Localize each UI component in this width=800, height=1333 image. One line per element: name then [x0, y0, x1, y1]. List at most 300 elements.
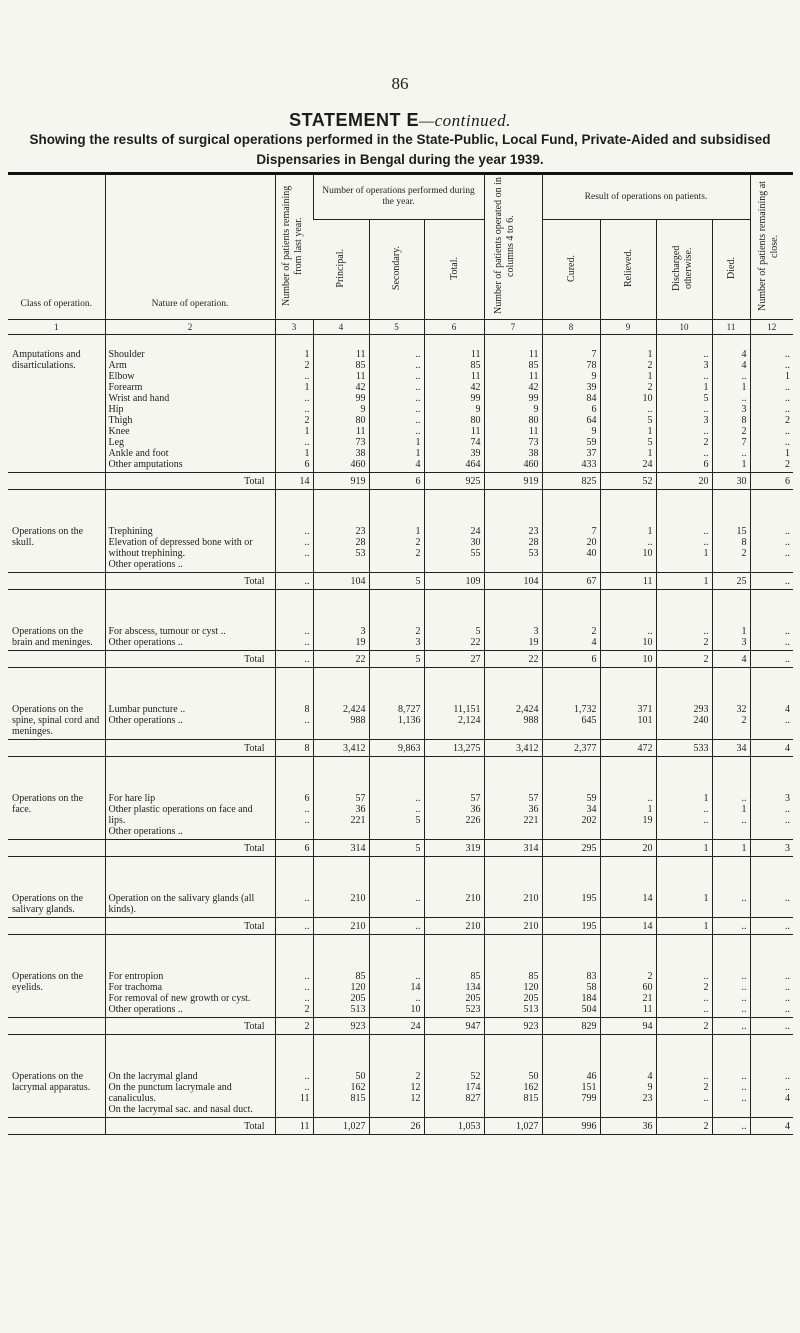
nature-line: Knee: [108, 426, 130, 437]
value-line: ..: [304, 1082, 310, 1093]
value-cell: [313, 935, 369, 1018]
value-line: ..: [703, 971, 709, 982]
value-line: 1: [647, 448, 653, 459]
value-line: 2: [741, 548, 747, 559]
value-line: 2,424: [343, 704, 366, 715]
value-line: ..: [785, 1071, 791, 1082]
total-value: 10: [600, 651, 656, 668]
nature-cell: [105, 857, 275, 918]
value-line: ..: [304, 993, 310, 1004]
total-value: 314: [484, 840, 542, 857]
column-number: 9: [600, 320, 656, 335]
value-line: 9: [591, 371, 597, 382]
total-value: 26: [369, 1118, 424, 1135]
value-line: 11,151: [453, 704, 481, 715]
value-line: 3: [533, 626, 539, 637]
nature-line: Elbow: [108, 371, 135, 382]
nature-line: Arm: [108, 360, 127, 371]
value-cell: [424, 857, 484, 918]
value-line: 2: [647, 971, 653, 982]
total-value: 925: [424, 473, 484, 490]
value-line: ..: [785, 360, 791, 371]
value-line: 60: [642, 982, 653, 993]
value-cell: [656, 1035, 712, 1118]
total-value: ..: [712, 1118, 750, 1135]
value-line: 11: [355, 349, 366, 360]
value-line: 85: [528, 971, 539, 982]
total-row: [8, 651, 793, 668]
header-class: Class of operation.: [8, 174, 105, 320]
nature-cell: [105, 1035, 275, 1118]
value-line: 1: [741, 804, 747, 815]
value-cell: [313, 1035, 369, 1118]
total-spacer: [8, 1118, 105, 1135]
total-label: Total: [105, 1018, 275, 1035]
value-line: 1,136: [398, 715, 421, 726]
header-remaining-last: Number of patients remaining from last year.: [275, 174, 313, 320]
value-line: 11: [528, 426, 539, 437]
value-line: 1: [304, 448, 310, 459]
value-line: 2: [785, 415, 791, 426]
value-line: 2: [703, 1082, 709, 1093]
value-line: 38: [528, 448, 539, 459]
nature-line: Elevation of depressed bone with or without trephining.: [108, 537, 253, 559]
value-line: 1: [741, 626, 747, 637]
value-cell: [275, 490, 313, 573]
value-line: 799: [581, 1093, 597, 1104]
value-line: ..: [304, 404, 310, 415]
value-line: ..: [785, 1082, 791, 1093]
value-line: 39: [470, 448, 481, 459]
value-cell: [424, 335, 484, 473]
value-line: ..: [741, 815, 747, 826]
value-line: 12: [410, 1093, 421, 1104]
value-line: 36: [355, 804, 366, 815]
value-line: 9: [591, 426, 597, 437]
nature-line: Other plastic operations on face and lips.: [108, 804, 253, 826]
total-value: 9,863: [369, 740, 424, 757]
value-line: 460: [523, 459, 539, 470]
total-value: 210: [484, 918, 542, 935]
value-cell: [484, 335, 542, 473]
value-cell: [313, 490, 369, 573]
total-value: 295: [542, 840, 600, 857]
section-row: [8, 590, 793, 651]
value-line: ..: [785, 637, 791, 648]
value-line: 174: [465, 1082, 481, 1093]
value-line: ..: [785, 393, 791, 404]
section-row: [8, 335, 793, 473]
value-line: ..: [785, 437, 791, 448]
value-line: ..: [304, 548, 310, 559]
value-line: ..: [741, 371, 747, 382]
total-value: 5: [369, 651, 424, 668]
total-spacer: [8, 840, 105, 857]
total-value: 6: [542, 651, 600, 668]
total-value: 319: [424, 840, 484, 857]
value-line: 645: [581, 715, 597, 726]
total-value: 314: [313, 840, 369, 857]
column-number: 11: [712, 320, 750, 335]
value-line: 19: [528, 637, 539, 648]
value-line: ..: [785, 804, 791, 815]
value-line: 11: [528, 349, 539, 360]
value-line: 10: [642, 548, 653, 559]
column-number-row: [8, 320, 793, 335]
value-line: 42: [528, 382, 539, 393]
value-line: 1: [703, 893, 709, 904]
nature-cell: [105, 335, 275, 473]
value-line: 433: [581, 459, 597, 470]
nature-line: On the lacrymal gland: [108, 1071, 198, 1082]
value-line: ..: [741, 1004, 747, 1015]
total-value: 210: [424, 918, 484, 935]
value-line: 101: [637, 715, 653, 726]
value-cell: [369, 668, 424, 740]
value-cell: [712, 668, 750, 740]
total-value: 2,377: [542, 740, 600, 757]
value-cell: [750, 490, 793, 573]
value-cell: [600, 1035, 656, 1118]
total-value: 210: [313, 918, 369, 935]
nature-line: Hip: [108, 404, 124, 415]
value-cell: [712, 857, 750, 918]
total-row: [8, 918, 793, 935]
section-row: [8, 1035, 793, 1118]
total-value: 1: [712, 840, 750, 857]
value-line: ..: [415, 393, 421, 404]
total-value: 996: [542, 1118, 600, 1135]
nature-line: Trephining: [108, 526, 153, 537]
value-line: 4: [415, 459, 421, 470]
value-line: ..: [703, 1071, 709, 1082]
value-line: 5: [647, 437, 653, 448]
value-cell: [656, 668, 712, 740]
column-number: 3: [275, 320, 313, 335]
total-row: [8, 1018, 793, 1035]
value-line: ..: [785, 426, 791, 437]
class-of-operation: Operations on the spine, spinal cord and meninges.: [12, 704, 100, 737]
value-line: 6: [304, 459, 310, 470]
value-line: 59: [586, 437, 597, 448]
value-line: 2: [415, 626, 421, 637]
value-line: 64: [586, 415, 597, 426]
value-line: ..: [703, 349, 709, 360]
value-line: ..: [741, 448, 747, 459]
value-line: 2: [304, 415, 310, 426]
value-line: ..: [785, 526, 791, 537]
value-line: 80: [528, 415, 539, 426]
total-value: 11: [600, 573, 656, 590]
value-line: 4: [785, 1093, 791, 1104]
value-line: ..: [703, 526, 709, 537]
value-line: ..: [415, 349, 421, 360]
nature-line: On the lacrymal sac. and nasal duct.: [108, 1104, 253, 1115]
table-body: [8, 335, 793, 1135]
column-number: 2: [105, 320, 275, 335]
header-relieved: Relieved.: [600, 220, 656, 320]
total-value: ..: [275, 918, 313, 935]
value-line: ..: [741, 971, 747, 982]
value-cell: [600, 590, 656, 651]
value-line: 14: [642, 893, 653, 904]
value-cell: [750, 857, 793, 918]
value-line: 1: [415, 448, 421, 459]
total-value: 829: [542, 1018, 600, 1035]
value-line: 3: [741, 404, 747, 415]
value-line: ..: [703, 404, 709, 415]
nature-cell: [105, 757, 275, 840]
value-line: ..: [785, 404, 791, 415]
value-line: 73: [355, 437, 366, 448]
operations-table: [8, 172, 793, 1135]
column-number: 10: [656, 320, 712, 335]
value-line: 827: [465, 1093, 481, 1104]
value-line: 28: [355, 537, 366, 548]
class-of-operation: Operations on the brain and meninges.: [12, 626, 93, 648]
total-value: 24: [369, 1018, 424, 1035]
value-line: 293: [693, 704, 709, 715]
value-line: 210: [465, 893, 481, 904]
value-line: ..: [304, 637, 310, 648]
value-line: 84: [586, 393, 597, 404]
value-line: 513: [523, 1004, 539, 1015]
total-value: 20: [656, 473, 712, 490]
page-number: 86: [391, 74, 409, 93]
value-line: 184: [581, 993, 597, 1004]
value-cell: [750, 335, 793, 473]
value-line: 151: [581, 1082, 597, 1093]
column-number: 1: [8, 320, 105, 335]
value-line: 57: [355, 793, 366, 804]
value-line: 1,732: [574, 704, 597, 715]
header-cured: Cured.: [542, 220, 600, 320]
value-line: ..: [703, 448, 709, 459]
value-line: ..: [741, 993, 747, 1004]
value-line: 1: [785, 448, 791, 459]
value-line: ..: [304, 815, 310, 826]
value-line: 5: [647, 415, 653, 426]
value-line: 55: [470, 548, 481, 559]
value-line: ..: [785, 537, 791, 548]
nature-line: On the punctum lacrymale and canaliculus.: [108, 1082, 232, 1104]
value-cell: [750, 590, 793, 651]
total-value: 13,275: [424, 740, 484, 757]
nature-line: For removal of new growth or cyst.: [108, 993, 251, 1004]
total-spacer: [8, 651, 105, 668]
value-line: ..: [703, 371, 709, 382]
total-value: 2: [656, 1118, 712, 1135]
nature-line: For trachoma: [108, 982, 163, 993]
value-line: ..: [741, 1071, 747, 1082]
nature-cell: [105, 490, 275, 573]
value-line: 80: [355, 415, 366, 426]
value-line: 210: [523, 893, 539, 904]
value-line: 11: [470, 349, 481, 360]
value-line: 53: [355, 548, 366, 559]
value-cell: [424, 590, 484, 651]
nature-line: For hare lip: [108, 793, 156, 804]
value-line: 7: [741, 437, 747, 448]
value-line: 38: [355, 448, 366, 459]
nature-cell: [105, 590, 275, 651]
value-line: ..: [304, 715, 310, 726]
statement-title: [0, 110, 800, 131]
nature-line: Other amputations: [108, 459, 183, 470]
total-value: 919: [313, 473, 369, 490]
total-value: 5: [369, 573, 424, 590]
nature-line: Other operations ..: [108, 1004, 183, 1015]
value-line: 11: [470, 426, 481, 437]
value-line: 57: [470, 793, 481, 804]
total-value: ..: [750, 573, 793, 590]
total-spacer: [8, 473, 105, 490]
header-principal: Principal.: [313, 220, 369, 320]
value-cell: [542, 490, 600, 573]
total-value: 1,027: [313, 1118, 369, 1135]
column-number: 6: [424, 320, 484, 335]
value-line: ..: [647, 404, 653, 415]
value-cell: [484, 490, 542, 573]
value-line: 1: [415, 526, 421, 537]
total-value: 104: [313, 573, 369, 590]
value-line: 988: [350, 715, 366, 726]
value-line: 10: [642, 393, 653, 404]
value-line: 53: [528, 548, 539, 559]
value-line: 4: [591, 637, 597, 648]
value-line: ..: [703, 426, 709, 437]
nature-line: For entropion: [108, 971, 164, 982]
value-cell: [542, 335, 600, 473]
nature-line: Wrist and hand: [108, 393, 170, 404]
value-line: 2,424: [516, 704, 539, 715]
value-line: ..: [785, 626, 791, 637]
value-cell: [712, 490, 750, 573]
value-line: 85: [528, 360, 539, 371]
value-line: 23: [528, 526, 539, 537]
value-line: ..: [304, 371, 310, 382]
value-line: 20: [586, 537, 597, 548]
value-line: ..: [703, 993, 709, 1004]
value-line: 5: [475, 626, 481, 637]
value-line: 2: [304, 1004, 310, 1015]
total-value: 2: [656, 1018, 712, 1035]
value-line: 14: [410, 982, 421, 993]
value-cell: [750, 935, 793, 1018]
value-line: ..: [741, 393, 747, 404]
total-value: 2: [275, 1018, 313, 1035]
section-row: [8, 668, 793, 740]
header-remaining-close: Number of patients remaining at close.: [750, 174, 793, 320]
value-line: 460: [350, 459, 366, 470]
value-line: ..: [741, 793, 747, 804]
value-line: 57: [528, 793, 539, 804]
value-line: 162: [350, 1082, 366, 1093]
header-died: Died.: [712, 220, 750, 320]
total-label: Total: [105, 473, 275, 490]
value-line: 195: [581, 893, 597, 904]
nature-line: For abscess, tumour or cyst ..: [108, 626, 226, 637]
value-cell: [712, 935, 750, 1018]
total-value: ..: [712, 1018, 750, 1035]
total-value: 3,412: [484, 740, 542, 757]
value-line: ..: [647, 626, 653, 637]
value-line: 83: [586, 971, 597, 982]
value-line: 8: [741, 537, 747, 548]
value-line: 8: [304, 704, 310, 715]
value-line: ..: [415, 371, 421, 382]
value-line: 2: [591, 626, 597, 637]
nature-line: Leg: [108, 437, 125, 448]
value-line: 504: [581, 1004, 597, 1015]
value-line: 205: [350, 993, 366, 1004]
value-line: 2: [415, 548, 421, 559]
value-line: 3: [785, 793, 791, 804]
section-row: [8, 757, 793, 840]
value-line: 21: [642, 993, 653, 1004]
class-of-operation: Operations on the face.: [12, 793, 84, 815]
value-line: 1: [647, 349, 653, 360]
value-cell: [600, 757, 656, 840]
total-value: 104: [484, 573, 542, 590]
value-line: ..: [703, 804, 709, 815]
value-line: 36: [470, 804, 481, 815]
value-line: 1: [304, 426, 310, 437]
value-cell: [424, 1035, 484, 1118]
total-value: 1,027: [484, 1118, 542, 1135]
total-value: 109: [424, 573, 484, 590]
value-line: 226: [465, 815, 481, 826]
value-line: ..: [304, 893, 310, 904]
value-line: ..: [304, 626, 310, 637]
value-line: ..: [703, 626, 709, 637]
value-line: 58: [586, 982, 597, 993]
total-value: ..: [712, 918, 750, 935]
value-cell: [542, 757, 600, 840]
value-line: 9: [647, 1082, 653, 1093]
total-label: Total: [105, 573, 275, 590]
statement-subtitle: Showing the results of surgical operations performed in the State-Public, Local Fund, Private-Aided and subsidised Dispensaries in Bengal during the year 1939.: [29, 132, 771, 167]
value-line: 2: [703, 982, 709, 993]
total-value: 825: [542, 473, 600, 490]
value-cell: [542, 857, 600, 918]
value-line: 2: [415, 1071, 421, 1082]
value-cell: [712, 757, 750, 840]
class-of-operation: Operations on the eyelids.: [12, 971, 84, 993]
total-value: 6: [750, 473, 793, 490]
value-cell: [600, 857, 656, 918]
value-cell: [600, 335, 656, 473]
value-line: 2,124: [458, 715, 481, 726]
value-cell: [275, 1035, 313, 1118]
total-value: 4: [750, 740, 793, 757]
value-line: 5: [703, 393, 709, 404]
value-line: ..: [304, 393, 310, 404]
value-cell: [313, 668, 369, 740]
value-line: 10: [410, 1004, 421, 1015]
value-line: 1: [741, 382, 747, 393]
value-line: 2: [741, 715, 747, 726]
value-line: 30: [470, 537, 481, 548]
total-value: ..: [369, 918, 424, 935]
total-value: 3,412: [313, 740, 369, 757]
nature-line: Other operations ..: [108, 637, 183, 648]
value-line: 3: [703, 415, 709, 426]
value-cell: [424, 668, 484, 740]
value-line: ..: [304, 804, 310, 815]
total-spacer: [8, 918, 105, 935]
value-line: ..: [304, 537, 310, 548]
